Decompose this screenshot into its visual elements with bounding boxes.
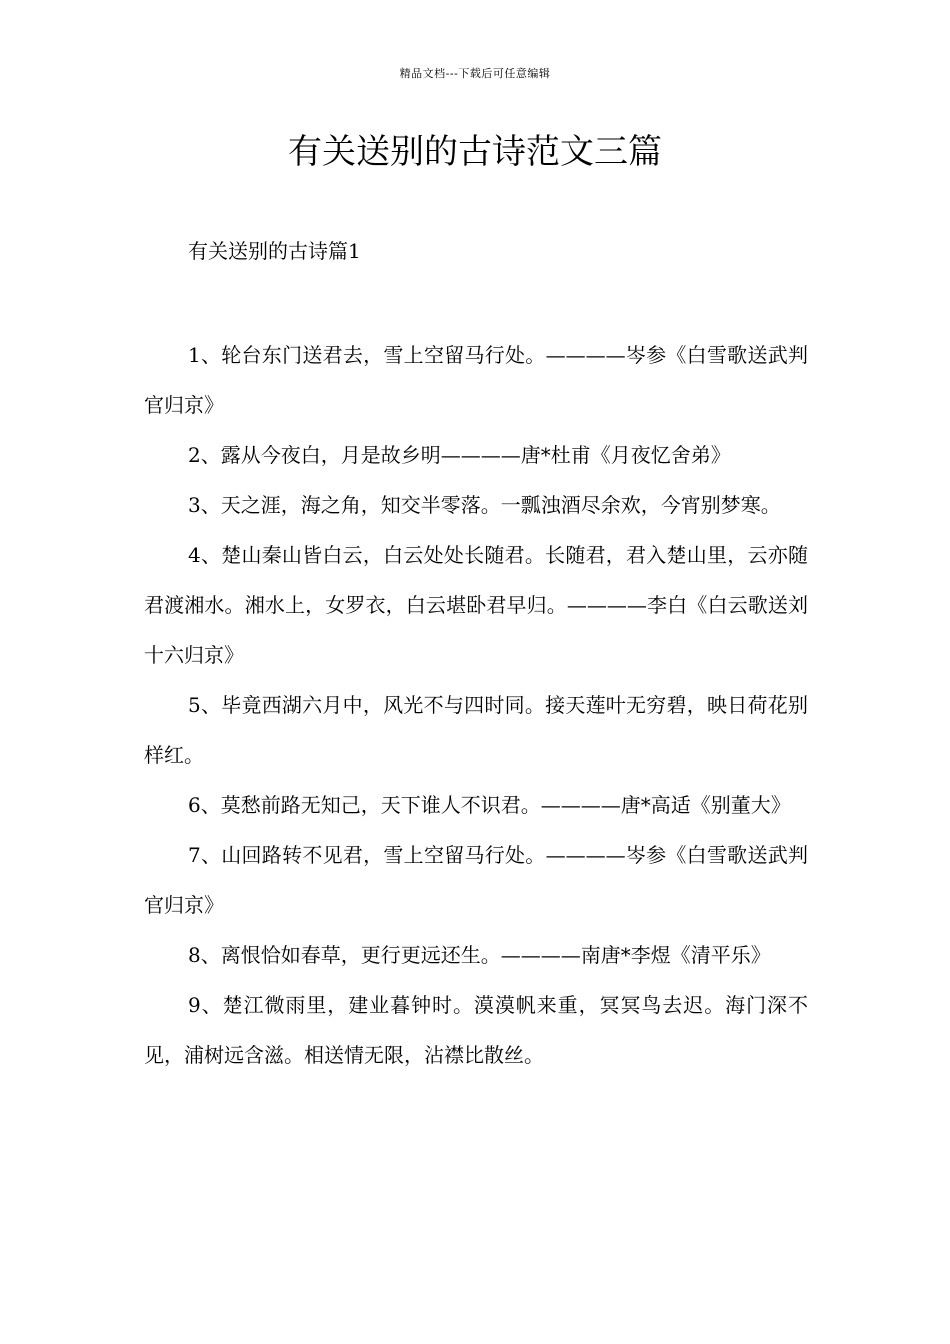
page-header-note: 精品文档---下载后可任意编辑 [399, 67, 551, 80]
poem-item-8: 8、离恨恰如春草，更行更远还生。————南唐*李煜《清平乐》 [188, 943, 771, 967]
poem-item-3: 3、天之涯，海之角，知交半零落。一瓢浊酒尽余欢，今宵别梦寒。 [188, 493, 781, 517]
section-heading: 有关送别的古诗篇1 [188, 239, 361, 263]
poem-list [144, 330, 808, 1080]
poem-item-9: 9、楚江微雨里，建业暮钟时。漠漠帆来重，冥冥鸟去迟。海门深不见，浦树远含滋。相送情无限，沾襟比散丝。 [144, 993, 808, 1067]
poem-item-6: 6、莫愁前路无知己，天下谁人不识君。————唐*高适《别董大》 [188, 793, 791, 817]
poem-item-4: 4、楚山秦山皆白云，白云处处长随君。长随君，君入楚山里，云亦随君渡湘水。湘水上，女罗衣，白云堪卧君早归。————李白《白云歌送刘十六归京》 [144, 543, 808, 667]
document-title: 有关送别的古诗范文三篇 [288, 132, 662, 172]
poem-item-7: 7、山回路转不见君，雪上空留马行处。————岑参《白雪歌送武判官归京》 [144, 843, 808, 917]
poem-item-5: 5、毕竟西湖六月中，风光不与四时同。接天莲叶无穷碧，映日荷花别样红。 [144, 693, 808, 767]
poem-item-1: 1、轮台东门送君去，雪上空留马行处。————岑参《白雪歌送武判官归京》 [144, 343, 808, 417]
poem-item-2: 2、露从今夜白，月是故乡明————唐*杜甫《月夜忆舍弟》 [188, 443, 731, 467]
